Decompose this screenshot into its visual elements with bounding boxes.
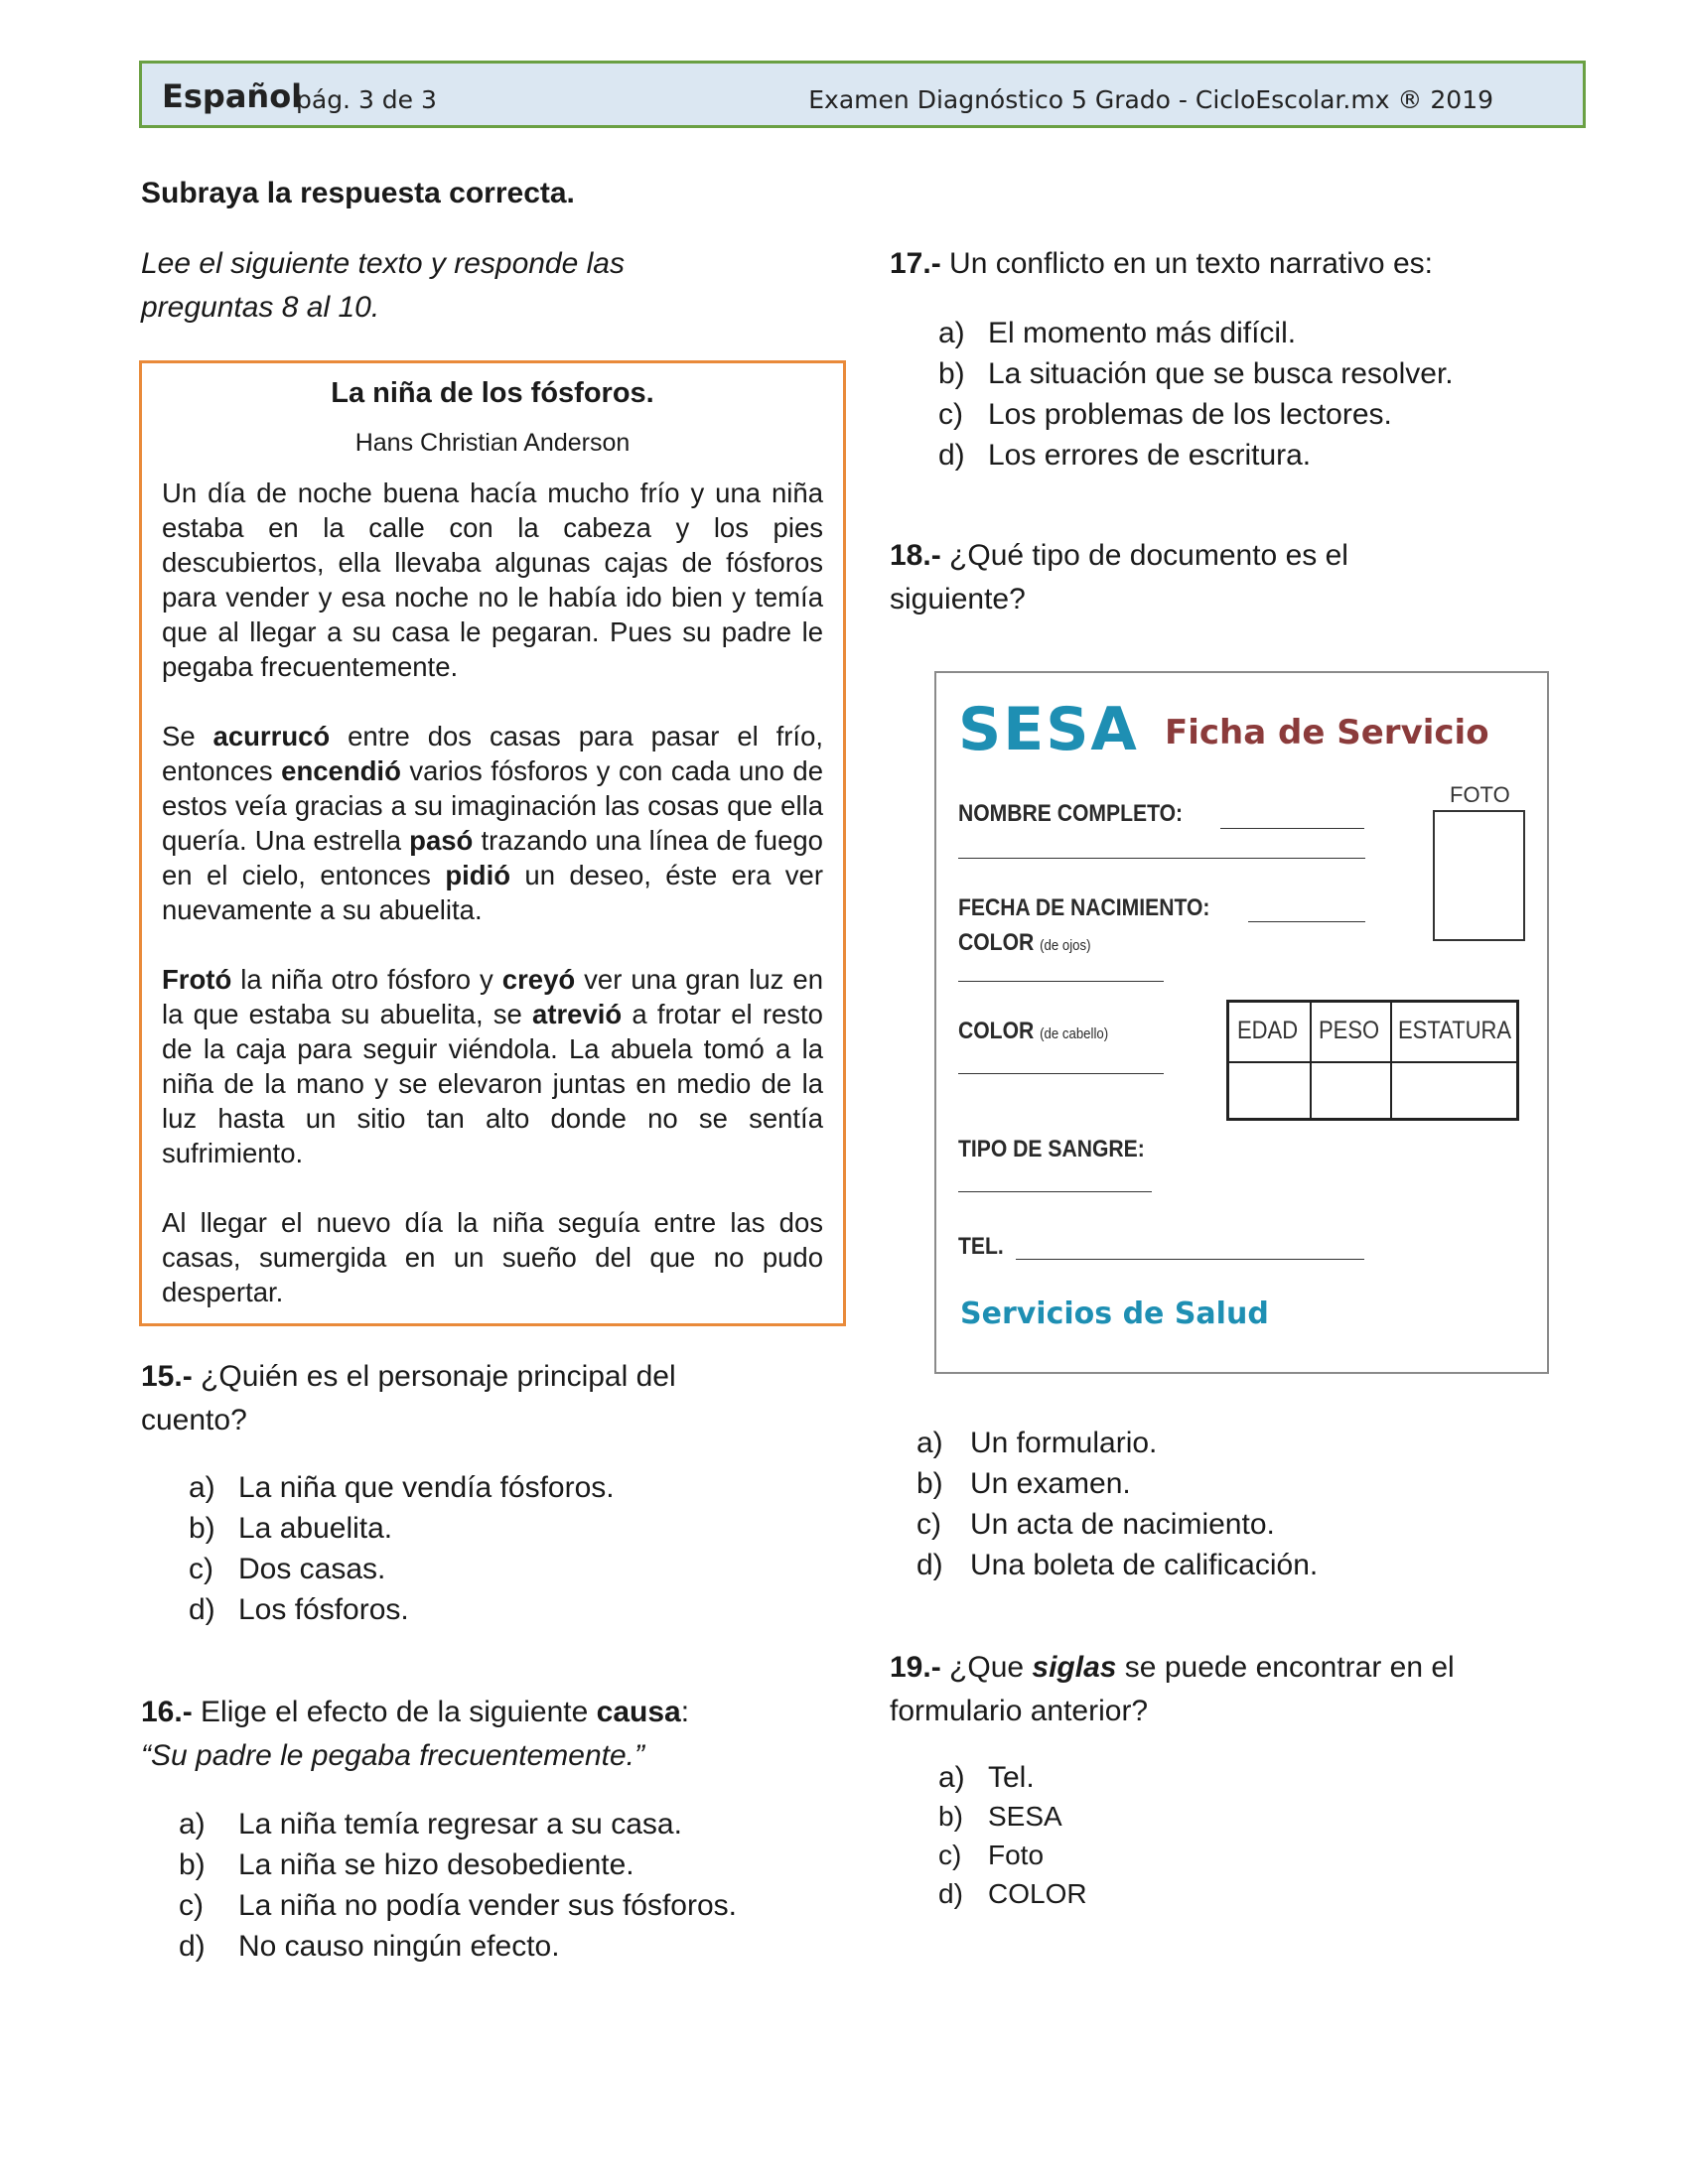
option[interactable]: c) Los problemas de los lectores.	[938, 397, 1392, 431]
form-line	[958, 981, 1164, 982]
instruction: Subraya la respuesta correcta.	[141, 177, 575, 209]
name-label: NOMBRE COMPLETO:	[958, 800, 1184, 827]
option[interactable]: d) COLOR	[938, 1877, 1087, 1909]
reading-lead: Lee el siguiente texto y responde las preguntas 8 al 10.	[141, 247, 625, 324]
option[interactable]: c) Dos casas.	[189, 1552, 386, 1585]
question-16-options	[179, 1804, 737, 1967]
option[interactable]: d) Una boleta de calificación.	[916, 1548, 1319, 1581]
question-19: 19.- ¿Que siglas se puede encontrar en el formulario anterior?	[890, 1651, 1455, 1727]
option[interactable]: c) La niña no podía vender sus fósforos.	[179, 1888, 738, 1922]
blood-type-label: TIPO DE SANGRE:	[958, 1136, 1145, 1162]
form-line	[1220, 828, 1364, 829]
story-paragraph-3: Frotó la niña otro fósforo y creyó ver una gran luz en la que estaba su abuelita, se atrevió a frotar el resto de la caja para seguir viéndola. La abuela tomó a la niña de la mano y se elevaron juntas en medio de la luz hasta un sitio tan alto donde no se sentía sufrimiento.	[162, 964, 823, 1168]
option[interactable]: b) La niña se hizo desobediente.	[179, 1847, 634, 1881]
option[interactable]: d) No causo ningún efecto.	[179, 1929, 560, 1963]
form-line	[958, 1191, 1152, 1192]
verb-highlight: encendió	[281, 755, 401, 786]
form-line	[958, 1073, 1164, 1074]
question-18: 18.- ¿Qué tipo de documento es el siguiente?	[890, 539, 1348, 615]
option[interactable]: a) La niña que vendía fósforos.	[189, 1470, 615, 1504]
option[interactable]: a) El momento más difícil.	[938, 316, 1297, 349]
question-19-options	[938, 1758, 1087, 1913]
question-15-options	[189, 1467, 615, 1630]
page-header	[139, 61, 1586, 128]
story-title: La niña de los fósforos.	[331, 377, 654, 409]
option[interactable]: c) Foto	[938, 1839, 1045, 1870]
option[interactable]: c) Un acta de nacimiento.	[916, 1507, 1275, 1541]
verb-highlight: pasó	[409, 825, 474, 856]
option[interactable]: b) Un examen.	[916, 1466, 1131, 1500]
verb-highlight: pidió	[445, 860, 511, 890]
option[interactable]: b) SESA	[938, 1800, 1062, 1832]
story-paragraph-4: Al llegar el nuevo día la niña seguía entre las dos casas, sumergida en un sueño del que no pudo despertar.	[162, 1207, 823, 1307]
option[interactable]: d) Los errores de escritura.	[938, 438, 1312, 472]
service-form-image	[934, 671, 1549, 1374]
option[interactable]: a) Un formulario.	[916, 1426, 1158, 1459]
story-paragraph-1: Un día de noche buena hacía mucho frío y una niña estaba en la calle con la cabeza y los pies descubiertos, ella llevaba algunas cajas de fósforos para vender y esa noche no le había ido bien y temía que al llegar a su casa le pegaran. Pues su padre le pegaba frecuentemente.	[162, 478, 823, 682]
verb-highlight: creyó	[501, 964, 576, 995]
hair-color-label: COLOR (de cabello)	[958, 1018, 1109, 1044]
option[interactable]: a) Tel.	[938, 1760, 1035, 1794]
exam-title: Examen Diagnóstico 5 Grado - CicloEscolar.mx ® 2019	[808, 85, 1493, 114]
weight-header: PESO	[1319, 1017, 1380, 1044]
question-15: 15.- ¿Quién es el personaje principal del cuento?	[141, 1360, 676, 1436]
birthdate-label: FECHA DE NACIMIENTO:	[958, 894, 1210, 921]
form-footer: Servicios de Salud	[960, 1297, 1269, 1331]
question-16-quote: “Su padre le pegaba frecuentemente.”	[141, 1739, 644, 1772]
option[interactable]: b) La abuelita.	[189, 1511, 393, 1545]
question-18-options	[916, 1423, 1318, 1585]
phone-label: TEL.	[958, 1233, 1004, 1260]
form-line	[1248, 921, 1365, 922]
story-paragraph-2: Se acurrucó entre dos casas para pasar el frío, entonces encendió varios fósforos y con cada uno de estos veía gracias a su imaginación las cosas que ella quería. Una estrella pasó trazando una línea de fuego en el cielo, entonces pidió un deseo, éste era ver nuevamente a su abuelita.	[162, 721, 824, 925]
form-line	[1016, 1259, 1364, 1260]
story-author: Hans Christian Anderson	[354, 429, 631, 457]
option[interactable]: d) Los fósforos.	[189, 1592, 409, 1626]
form-title: Ficha de Servicio	[1165, 713, 1489, 752]
age-header: EDAD	[1237, 1017, 1299, 1044]
sesa-logo: SESA	[958, 695, 1139, 764]
verb-highlight: acurrucó	[212, 721, 331, 751]
page-indicator: pág. 3 de 3	[296, 85, 437, 114]
verb-highlight: Frotó	[162, 964, 232, 995]
question-17: 17.- Un conflicto en un texto narrativo es:	[890, 247, 1433, 280]
stats-table	[1226, 1000, 1519, 1121]
question-16: 16.- Elige el efecto de la siguiente causa: “Su padre le pegaba frecuentemente.”	[141, 1696, 690, 1772]
option[interactable]: b) La situación que se busca resolver.	[938, 356, 1454, 390]
form-line	[958, 858, 1365, 859]
option[interactable]: a) La niña temía regresar a su casa.	[179, 1807, 682, 1841]
eye-color-label: COLOR (de ojos)	[958, 929, 1091, 956]
photo-label: FOTO	[1450, 782, 1510, 807]
question-17-options	[938, 313, 1454, 476]
subject-title: Español	[162, 77, 303, 115]
photo-box	[1433, 810, 1525, 941]
verb-highlight: atrevió	[532, 999, 623, 1029]
story-box	[139, 360, 846, 1326]
height-header: ESTATURA	[1398, 1017, 1512, 1044]
